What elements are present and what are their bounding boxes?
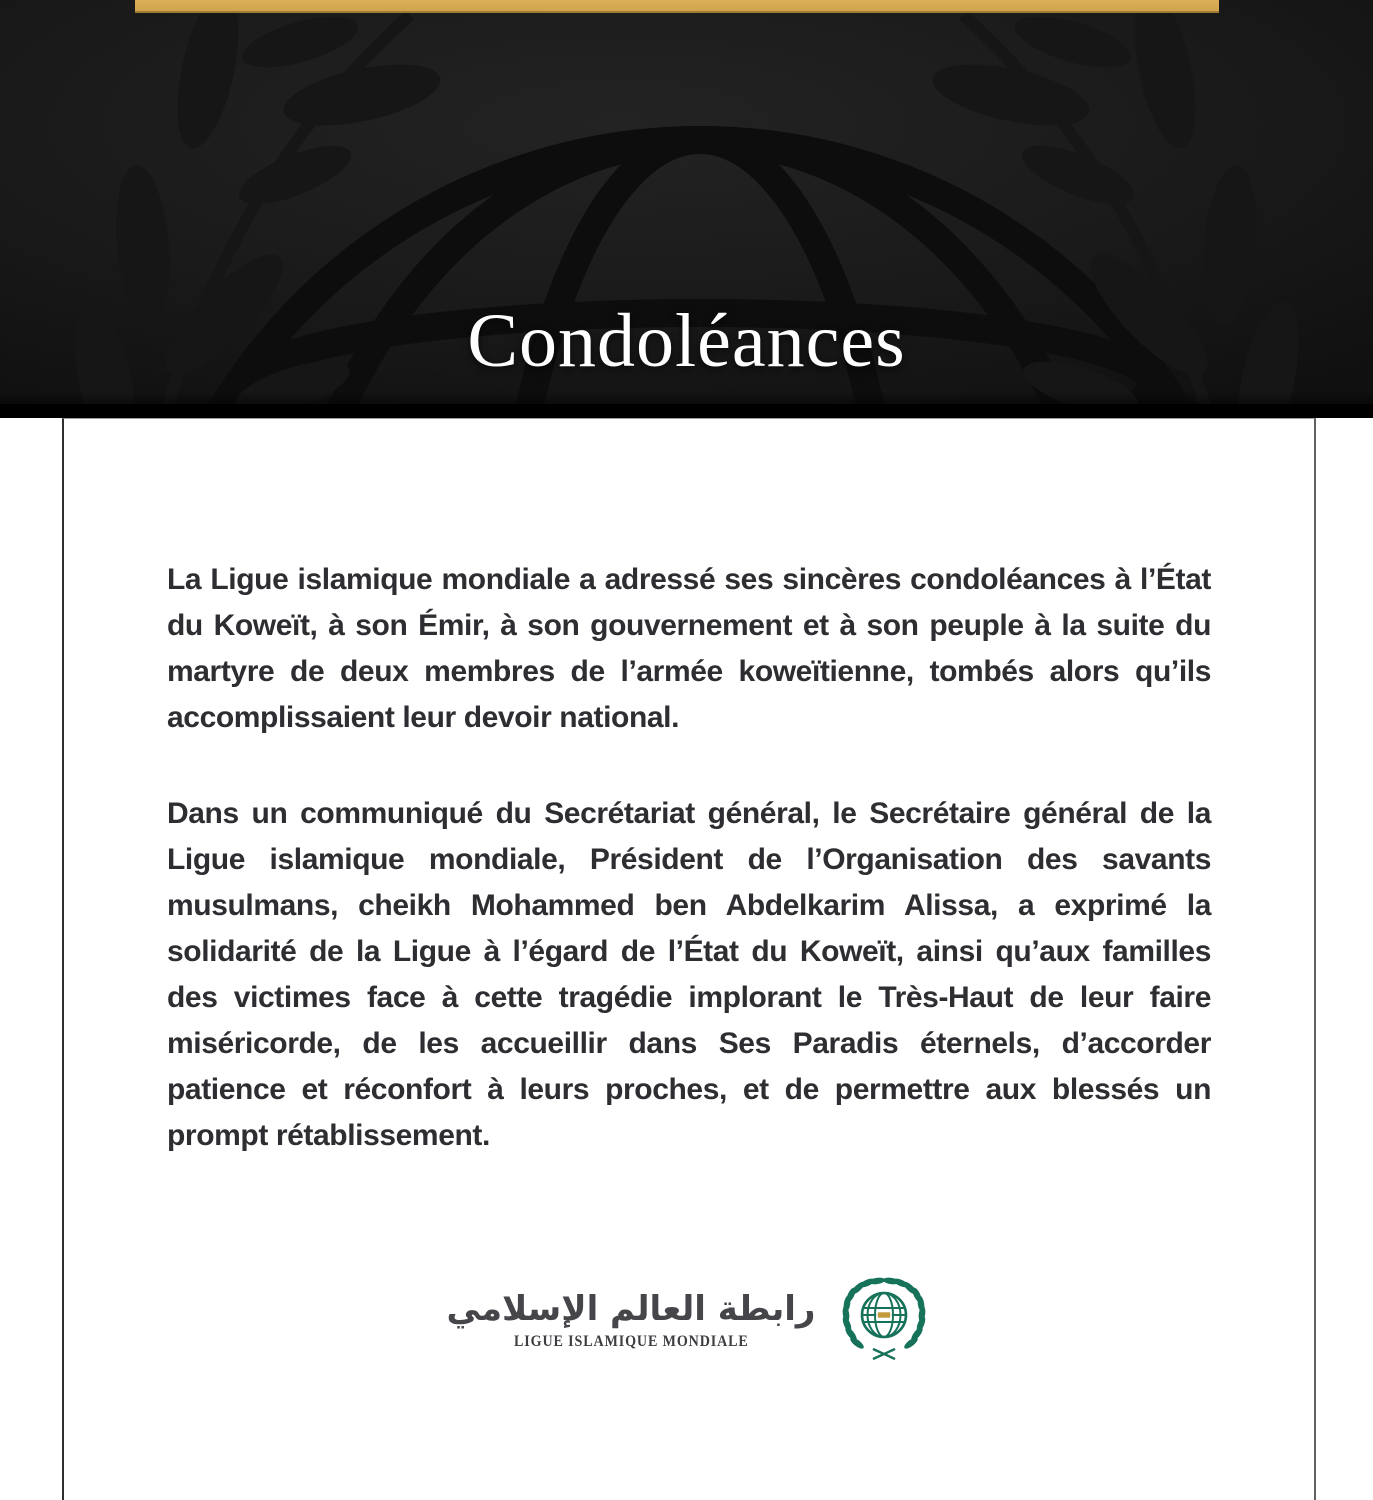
content-card bbox=[62, 418, 1316, 1500]
logo-arabic-calligraphy: رابطة العالم الإسلامي bbox=[446, 1288, 816, 1329]
page-header bbox=[0, 0, 1373, 418]
logo-text-block bbox=[447, 1289, 816, 1352]
paragraph-statement: Dans un communiqué du Secrétariat général, le Secrétaire général de la Ligue islamique mondiale, Président de l’Organisation des savants musulmans, cheikh Mohammed ben Abdelkarim Alissa, a exprimé la solidarité de la Ligue à l’égard de l’État du Koweït, ainsi qu’aux familles des victimes face à cette tragédie implorant le Très-Haut de leur faire miséricorde, de les accueillir dans Ses Paradis éternels, d’accorder patience et réconfort à leurs proches, et de permettre aux blessés un prompt rétablissement. bbox=[167, 797, 1211, 1152]
accent-bar bbox=[135, 0, 1219, 13]
page-title: Condoléances bbox=[467, 299, 906, 383]
league-emblem-icon bbox=[837, 1277, 931, 1363]
logo-wordmark: LIGUE ISLAMIQUE MONDIALE bbox=[513, 1333, 749, 1351]
paragraph-condolences: La Ligue islamique mondiale a adressé ses sincères condoléances à l’État du Koweït, à son Émir, à son gouvernement et à son peuple à la suite du martyre de deux membres de l’armée koweïtienne, tombés alors qu’ils accomplissaient leur devoir national. bbox=[167, 563, 1211, 734]
organization-logo bbox=[167, 1277, 1211, 1363]
